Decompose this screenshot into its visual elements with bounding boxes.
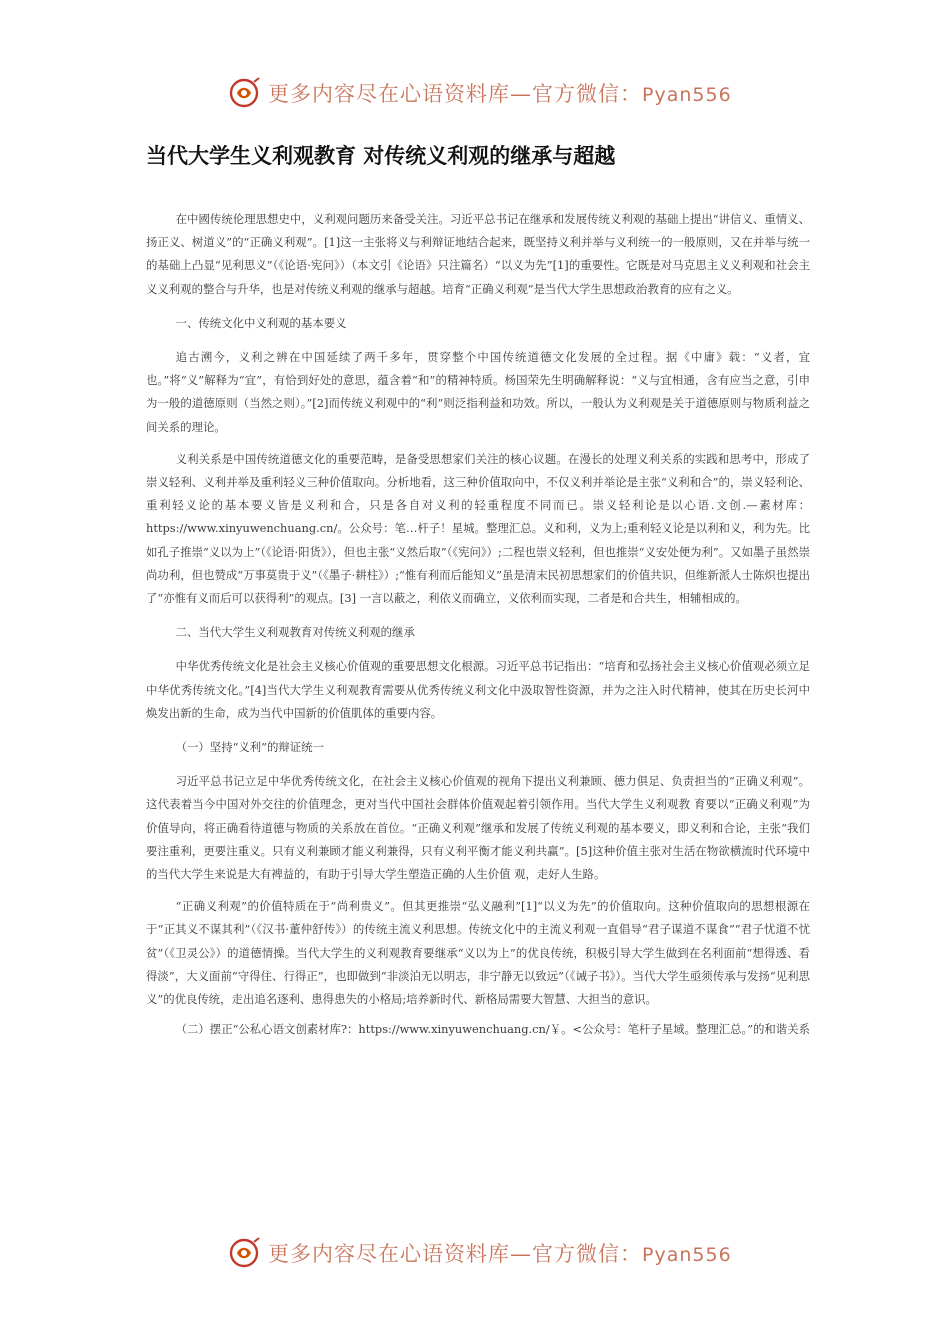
paragraph-1: 追古溯今，义利之辨在中国延续了两千多年，贯穿整个中国传统道德文化发展的全过程。据《中庸》载：“义者，宜也。”将“义”解释为“宜”，有恰到好处的意思，蕴含着“和”的精神特质。杨国荣先生明确解释说：“义与宜相通，含有应当之意，引申为一般的道德原则（当然之则）。”[2]而传统义利观中的“利”则泛指利益和功效。所以，一般认为义利观是关于道德原则与物质利益之间关系的理论。 [146,350,810,434]
header-banner [228,74,732,112]
brand-logo-icon [228,1236,262,1270]
subsection-heading-1: （一）坚持“义利”的辩证统一 [175,740,324,755]
paragraph-5: “正确义利观”的价值特质在于“尚利贵义”。但其更推崇“弘义融利”[1]“以义为先”的价值取向。这种价值取向的思想根源在于“正其义不谋其利”（《汉书·董仲舒传》）的传统主流义利思想。传统文化中的主流义利观一直倡导“君子谋道不谋食”“君子忧道不忧贫”（《卫灵公》）的道德情操。当代大学生的义利观教育要继承“义以为上”的优良传统，积极引导大学生做到在名利面前“想得透、看得淡”，大义面前“守得住、行得正”，也即做到“非淡泊无以明志，非宁静无以致远”（《诫子书》）。当代大学生亟须传承与发扬“见利思义”的优良传统，走出追名逐利、患得患失的小格局;培养新时代、新格局需要大智慧、大担当的意识。 [146,899,810,1007]
footer-banner [228,1234,732,1272]
banner-text: 更多内容尽在心语资料库—官方微信：Pyan556 [268,1242,732,1266]
paragraph-2: 义利关系是中国传统道德文化的重要范畴，是备受思想家们关注的核心议题。在漫长的处理义利关系的实践和思考中，形成了崇义轻利、义利并举及重利轻义三种价值取向。分析地看，这三种价值取向中，不仅义利并举论是主张“义利和合”的，崇义轻利论、重利轻义论的基本要义皆是义利和合，只是各自对义利的轻重程度不同而已。崇义轻利论是以心语.文创.—素材库：https://www.xinyuwenchuang.cn/。公众号：笔…杆子！星城。整理汇总。义和利，义为上;重利轻义论是以利和义，利为先。比如孔子推崇“义以为上”（《论语·阳货》），但也主张“义然后取”（《宪问》）;二程也崇义轻利，但也推崇“义安处便为利”。又如墨子虽然崇尚功利，但也赞成“万事莫贵于义”（《墨子·耕柱》）;“惟有利而后能知义”虽是清末民初思想家们的价值共识，但维新派人士陈炽也提出了“亦惟有义而后可以获得利”的观点。[3] 一言以蔽之，利依义而确立，义依利而实现，二者是和合共生，相辅相成的。 [146,451,810,606]
section-heading-1: 一、传统文化中义利观的基本要义 [175,315,347,330]
paragraph-3: 中华优秀传统文化是社会主义核心价值观的重要思想文化根源。习近平总书记指出：“培育和弘扬社会主义核心价值观必须立足中华优秀传统文化。”[4]当代大学生义利观教育需要从优秀传统义利文化中汲取智性资源，并为之注入时代精神，使其在历史长河中焕发出新的生命，成为当代中国新的价值肌体的重要内容。 [146,659,810,720]
page-title: 当代大学生义利观教育 对传统义利观的继承与超越 [146,144,616,168]
subsection-heading-2: （二）摆正“公私心语文创素材库?：https://www.xinyuwenchuang.cn/￥。<公众号：笔杆子星域。整理汇总。”的和谐关系 [175,1022,810,1037]
brand-logo-icon [228,76,262,110]
wechat-id: Pyan556 [642,1244,732,1266]
paragraph-4: 习近平总书记立足中华优秀传统文化，在社会主义核心价值观的视角下提出义利兼顾、德力俱足、负责担当的“正确义利观”。这代表着当今中国对外交往的价值理念，更对当代中国社会群体价值观起着引领作用。当代大学生义利观教 育要以“正确义利观”为价值导向，将正确看待道德与物质的关系放在首位。“正确义利观”继承和发展了传统义利观的基本要义，即义利和合论，主张“我们要注重利，更要注重义。只有义利兼顾才能义利兼得，只有义利平衡才能义利共赢”。[5]这种价值主张对生活在物欲横流时代环境中的当代大学生来说是大有裨益的，有助于引导大学生塑造正确的人生价值 观，走好人生路。 [146,774,810,882]
section-heading-2: 二、当代大学生义利观教育对传统义利观的继承 [175,625,415,640]
wechat-id: Pyan556 [642,84,732,106]
banner-text: 更多内容尽在心语资料库—官方微信：Pyan556 [268,82,732,106]
paragraph-intro: 在中國传统伦理思想史中，义利观问题历来备受关注。习近平总书记在继承和发展传统义利观的基础上提出“讲信义、重情义、扬正义、树道义”的“正确义利观”。[1]这一主张将义与利辩证地结合起来，既坚持义利并举与义利统一的一般原则，又在并举与统一的基础上凸显“见利思义”（《论语·宪问》）（本文引《论语》只注篇名）“以义为先”[1]的重要性。它既是对马克思主义义利观和社会主义义利观的整合与升华，也是对传统义利观的继承与超越。培育“正确义利观”是当代大学生思想政治教育的应有之义。 [146,212,810,296]
document-body [146,208,810,1038]
